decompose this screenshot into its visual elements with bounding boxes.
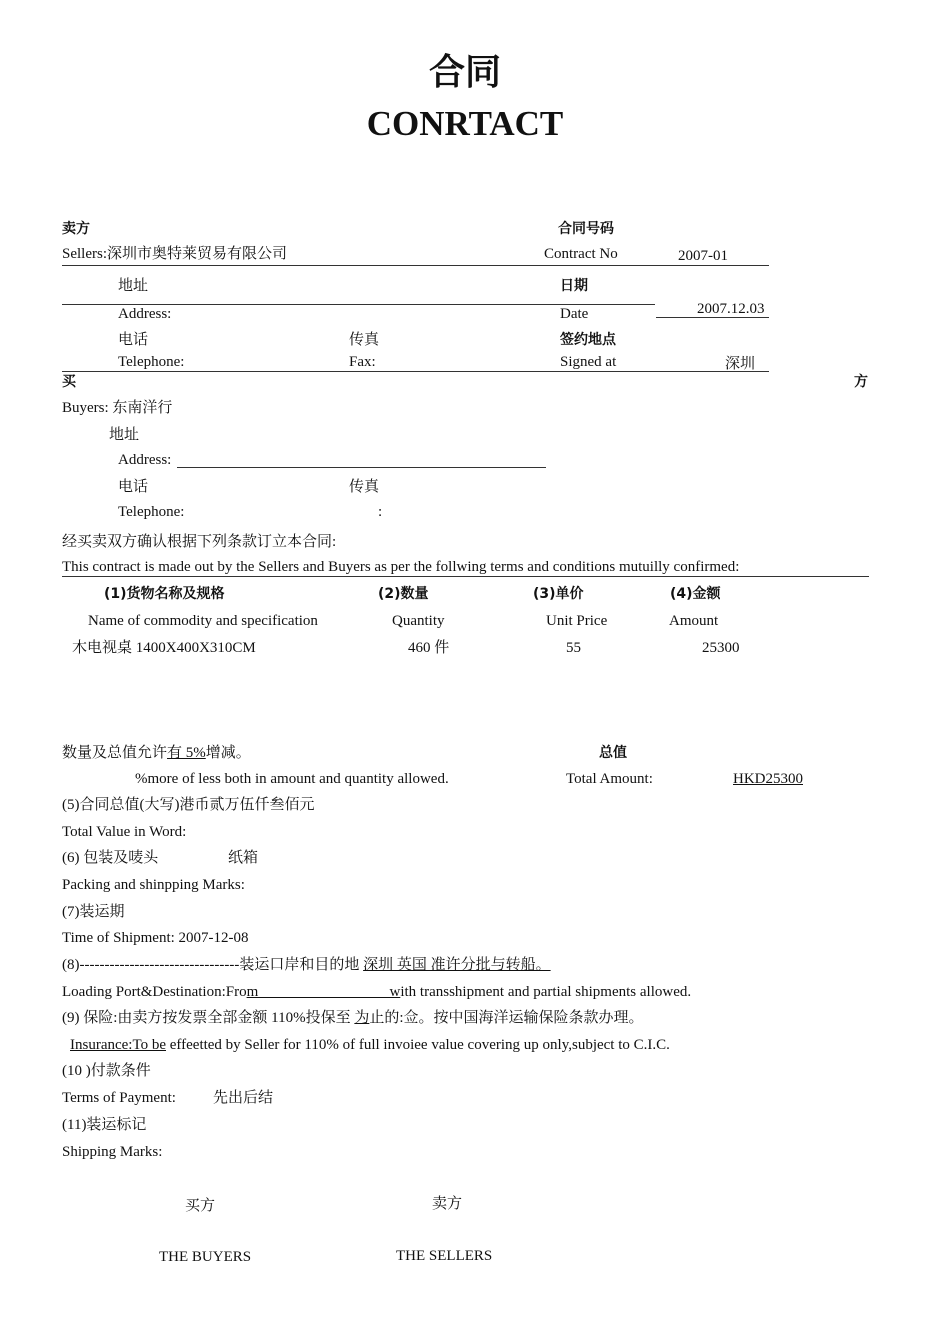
clause-10-cn: (10 )付款条件: [62, 1063, 151, 1079]
seller-phone-line: [62, 371, 769, 372]
clause-9-en: Insurance:To be effeetted by Seller for 110% of full invoiee value covering up only,subject to C.I.C.: [70, 1037, 670, 1053]
header-commodity-en: Name of commodity and specification: [88, 613, 318, 629]
clause-11-en: Shipping Marks:: [62, 1144, 163, 1160]
clause-10-en: Terms of Payment:: [62, 1090, 176, 1106]
clause-8-en: Loading Port&Destination:From with transshipment and partial shipments allowed.: [62, 984, 692, 1000]
clause-6-en: Packing and shinpping Marks:: [62, 877, 245, 893]
clause-7-en: Time of Shipment: 2007-12-08: [62, 930, 249, 946]
intro-cn: 经买卖双方确认根据下列条款订立本合同:: [62, 534, 337, 550]
signature-seller-en: THE SELLERS: [396, 1248, 493, 1264]
header-amount-cn: (4)金额: [670, 586, 721, 602]
seller-fax-cn: 传真: [349, 332, 380, 348]
intro-line: [62, 576, 869, 577]
header-amount-en: Amount: [669, 613, 719, 629]
buyer-label-right: 方: [854, 374, 868, 390]
seller-label-cn: 卖方: [62, 221, 90, 237]
contract-no-label-en: Contract No: [544, 246, 618, 262]
header-unit-price-cn: (3)单价: [533, 586, 584, 602]
clause-11-cn: (11)装运标记: [62, 1117, 147, 1133]
table-row-amount: 25300: [702, 640, 740, 656]
date-label-cn: 日期: [560, 278, 588, 294]
signed-value: 深圳: [725, 356, 756, 372]
buyer-phone-en: Telephone:: [118, 504, 185, 520]
intro-en: This contract is made out by the Sellers and Buyers as per the follwing terms and conditions mutuilly confirmed:: [62, 559, 740, 575]
total-label-en: Total Amount:: [566, 771, 653, 787]
header-unit-price-en: Unit Price: [546, 613, 608, 629]
header-quantity-cn: (2)数量: [378, 586, 429, 602]
total-label-cn: 总值: [599, 745, 627, 761]
seller-address-cn: 地址: [118, 278, 149, 294]
seller-phone-cn: 电话: [118, 332, 149, 348]
allowance-en: %more of less both in amount and quantity allowed.: [135, 771, 449, 787]
seller-address-line: [62, 304, 655, 305]
buyer-phone-cn: 电话: [118, 479, 149, 495]
clause-10-value: 先出后结: [213, 1090, 274, 1106]
clause-8-cn: (8)--------------------------------装运口岸和目的地 深圳 英国 准许分批与转船。: [62, 957, 551, 973]
clause-9-cn: (9) 保险:由卖方按发票全部金额 110%投保至 为止的:佥。按中国海洋运输保险条款办理。: [62, 1010, 644, 1026]
buyer-address-en: Address:: [118, 452, 172, 468]
date-label-en: Date: [560, 307, 589, 318]
allowance-cn: 数量及总值允许有 5%增减。: [62, 745, 251, 761]
buyer-address-cn: 地址: [109, 427, 140, 443]
header-commodity-cn: (1)货物名称及规格: [104, 586, 225, 602]
signature-seller-cn: 卖方: [432, 1196, 463, 1212]
date-value: 2007.12.03: [697, 301, 765, 317]
clause-6-value: 纸箱: [228, 850, 259, 866]
clause-6-cn: (6) 包装及唛头: [62, 850, 159, 866]
seller-fax-en: Fax:: [349, 354, 376, 370]
seller-name: Sellers:深圳市奥特莱贸易有限公司: [62, 246, 287, 262]
table-row-quantity: 460 件: [408, 640, 450, 656]
buyer-fax-cn: 传真: [349, 479, 380, 495]
signed-label-cn: 签约地点: [560, 332, 616, 348]
contract-no-label-cn: 合同号码: [558, 221, 614, 237]
contract-no-value: 2007-01: [678, 248, 728, 264]
date-line: [656, 317, 769, 318]
buyer-name: Buyers: 东南洋行: [62, 400, 173, 416]
buyer-fax-colon: :: [378, 504, 383, 520]
clause-5-cn: (5)合同总值(大写)港币贰万伍仟叁佰元: [62, 797, 315, 813]
seller-name-line: [62, 265, 769, 266]
signed-label-en: Signed at: [560, 354, 617, 370]
table-row-unit-price: 55: [566, 640, 581, 656]
clause-7-cn: (7)装运期: [62, 904, 125, 920]
clause-5-en: Total Value in Word:: [62, 824, 187, 840]
total-value: HKD25300: [733, 771, 803, 787]
buyer-address-line: [177, 467, 546, 468]
signature-buyer-cn: 买方: [185, 1198, 216, 1214]
title-en: CONRTACT: [366, 104, 564, 143]
seller-address-en: Address:: [118, 307, 172, 318]
header-quantity-en: Quantity: [392, 613, 445, 629]
title-cn: 合同: [428, 52, 501, 93]
buyer-label-left: 买: [62, 374, 76, 390]
table-row-commodity: 木电视桌 1400X400X310CM: [72, 640, 256, 656]
signature-buyer-en: THE BUYERS: [159, 1249, 252, 1265]
seller-phone-en: Telephone:: [118, 354, 185, 370]
